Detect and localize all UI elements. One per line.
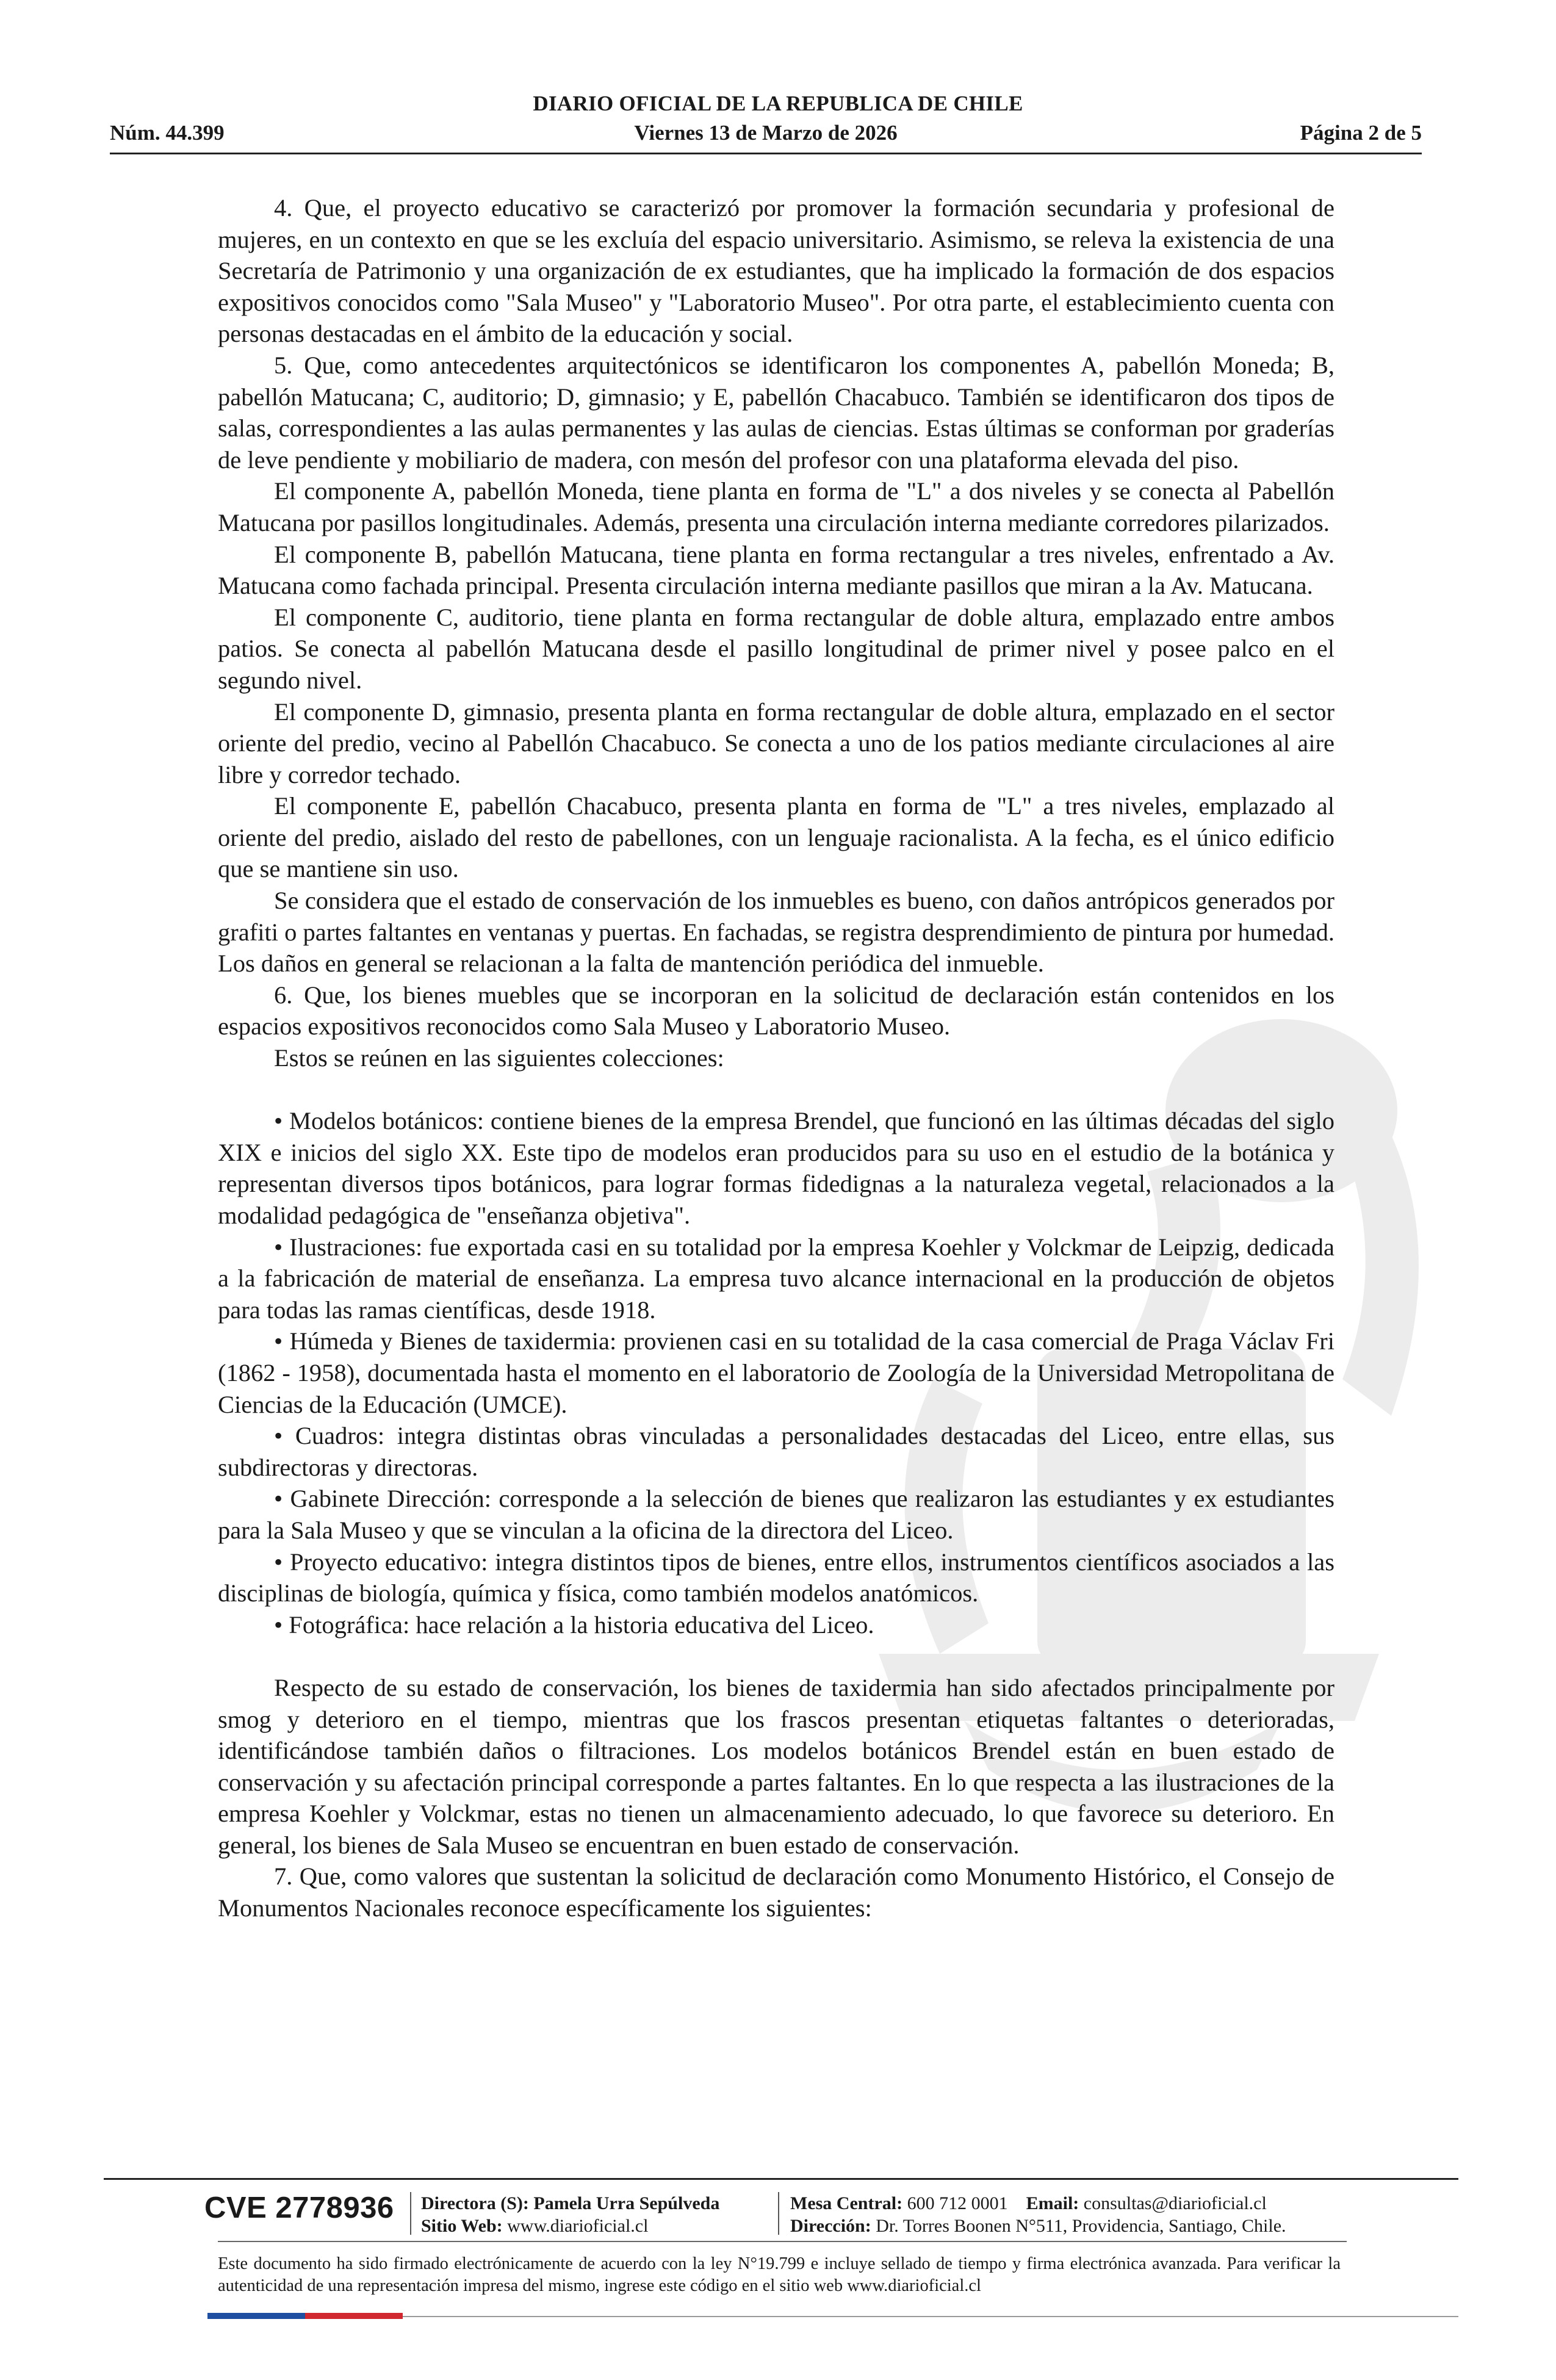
paragraph: El componente D, gimnasio, presenta planta en forma rectangular de doble altura, emplazado en el sector oriente del predio, vecino al Pabellón Chacabuco. Se conecta a uno de los patios mediante circulaciones al aire libre y corredor techado.	[218, 698, 1334, 788]
issue-date: Viernes 13 de Marzo de 2026	[634, 121, 898, 145]
collection-item: • Proyecto educativo: integra distintos tipos de bienes, entre ellos, instrumentos científicos asociados a las disciplinas de biología, química y física, como también modelos anatómicos.	[218, 1548, 1334, 1607]
email-label: Email:	[1026, 2193, 1079, 2213]
paragraph: Estos se reúnen en las siguientes colecciones:	[274, 1044, 724, 1072]
collection-item: • Húmeda y Bienes de taxidermia: provienen casi en su totalidad de la casa comercial de Praga Václav Fri (1862 - 1958), documentada hasta el momento en el laboratorio de Zoología de la Universidad Metropolitana de Ciencias de la Educación (UMCE).	[218, 1327, 1334, 1418]
blank-line	[218, 1074, 1334, 1106]
director-name: Directora (S): Pamela Urra Sepúlveda	[421, 2193, 720, 2213]
address-label: Dirección:	[790, 2216, 871, 2236]
header-divider	[110, 153, 1422, 154]
blank-line	[218, 1640, 1334, 1672]
page-indicator: Página 2 de 5	[1300, 121, 1422, 145]
phone-label: Mesa Central:	[790, 2193, 903, 2213]
collection-item: • Gabinete Dirección: corresponde a la selección de bienes que realizaron las estudiantes y ex estudiantes para la Sala Museo y que se vinculan a la oficina de la directora del Liceo.	[218, 1485, 1334, 1544]
paragraph: El componente C, auditorio, tiene planta en forma rectangular de doble altura, emplazado entre ambos patios. Se conecta al pabellón Matucana desde el pasillo longitudinal de primer nivel y posee palco en el segundo nivel.	[218, 603, 1334, 694]
phone-number: 600 712 0001	[907, 2193, 1008, 2213]
paragraph: 7. Que, como valores que sustentan la solicitud de declaración como Monumento Histórico, el Consejo de Monumentos Nacionales reconoce específicamente los siguientes:	[218, 1863, 1334, 1922]
paragraph: 6. Que, los bienes muebles que se incorporan en la solicitud de declaración están contenidos en los espacios expositivos reconocidos como Sala Museo y Laboratorio Museo.	[218, 981, 1334, 1040]
issue-number: Núm. 44.399	[110, 121, 225, 145]
flag-stripe-blue	[207, 2313, 305, 2319]
cve-code: CVE 2778936	[204, 2191, 394, 2224]
footer-separator	[410, 2192, 411, 2235]
paragraph: El componente A, pabellón Moneda, tiene planta en forma de "L" a dos niveles y se conecta al Pabellón Matucana por pasillos longitudinales. Además, presenta una circulación interna mediante corredores pilarizados.	[218, 477, 1334, 536]
paragraph: El componente E, pabellón Chacabuco, presenta planta en forma de "L" a tres niveles, emplazado al oriente del predio, aislado del resto de pabellones, con un lenguaje racionalista. A la fecha, es el único edificio que se mantiene sin uso.	[218, 792, 1334, 883]
paragraph: El componente B, pabellón Matucana, tiene planta en forma rectangular a tres niveles, enfrentado a Av. Matucana como fachada principal. Presenta circulación interna mediante pasillos que miran a la Av. Matucana.	[218, 540, 1334, 600]
footer-contact-block	[790, 2192, 1286, 2237]
collection-item: • Cuadros: integra distintas obras vinculadas a personalidades destacadas del Liceo, entre ellas, sus subdirectoras y directoras.	[218, 1422, 1334, 1481]
website-label: Sitio Web:	[421, 2216, 503, 2236]
paragraph: 5. Que, como antecedentes arquitectónicos se identificaron los componentes A, pabellón Moneda; B, pabellón Matucana; C, auditorio; D, gimnasio; y E, pabellón Chacabuco. También se identificaron dos tipos de salas, correspondientes a las aulas permanentes y las aulas de ciencias. Estas últimas se conforman por graderías de leve pendiente y mobiliario de madera, con mesón del profesor con una plataforma elevada del piso.	[218, 351, 1334, 474]
legal-notice: Este documento ha sido firmado electrónicamente de acuerdo con la ley N°19.799 e incluye sellado de tiempo y firma electrónica avanzada. Para verificar la autenticidad de una representación impresa del mismo, ingrese este código en el sitio web www.diarioficial.cl	[218, 2254, 1341, 2295]
address-text: Dr. Torres Boonen N°511, Providencia, Santiago, Chile.	[876, 2216, 1286, 2236]
document-body	[218, 192, 1334, 1924]
newspaper-title: DIARIO OFICIAL DE LA REPUBLICA DE CHILE	[533, 92, 1023, 115]
collection-item: • Ilustraciones: fue exportada casi en su totalidad por la empresa Koehler y Volckmar de Leipzig, dedicada a la fabricación de material de enseñanza. La empresa tuvo alcance internacional en la producción de objetos para todas las ramas científicas, desde 1918.	[218, 1233, 1334, 1324]
footer-separator	[778, 2192, 779, 2235]
footer-divider-secondary	[218, 2241, 1347, 2242]
website-link[interactable]: www.diarioficial.cl	[507, 2216, 649, 2236]
paragraph: 4. Que, el proyecto educativo se caracterizó por promover la formación secundaria y profesional de mujeres, en un contexto en que se les excluía del espacio universitario. Asimismo, se releva la existencia de una Secretaría de Patrimonio y una organización de ex estudiantes, que ha implicado la formación de dos espacios expositivos conocidos como "Sala Museo" y "Laboratorio Museo". Por otra parte, el establecimiento cuenta con personas destacadas en el ámbito de la educación y social.	[218, 194, 1334, 348]
email-link[interactable]: consultas@diarioficial.cl	[1083, 2193, 1267, 2213]
footer-divider	[104, 2178, 1458, 2180]
collection-item: • Fotográfica: hace relación a la historia educativa del Liceo.	[274, 1610, 874, 1639]
footer-director-block	[421, 2192, 719, 2237]
header-row	[110, 121, 1422, 149]
paragraph: Respecto de su estado de conservación, los bienes de taxidermia han sido afectados principalmente por smog y deterioro en el tiempo, mientras que los frascos presentan etiquetas faltantes o deterioradas, identificándose también daños o filtraciones. Los modelos botánicos Brendel están en buen estado de conservación y su afectación principal corresponde a partes faltantes. En lo que respecta a las ilustraciones de la empresa Koehler y Volckmar, estas no tienen un almacenamiento adecuado, lo que favorece su deterioro. En general, los bienes de Sala Museo se encuentran en buen estado de conservación.	[218, 1673, 1334, 1859]
footer-bottom-line	[403, 2316, 1458, 2317]
collection-item: • Modelos botánicos: contiene bienes de la empresa Brendel, que funcionó en las últimas décadas del siglo XIX e inicios del siglo XX. Este tipo de modelos eran producidos para su uso en el estudio de la botánica y representan diversos tipos botánicos, para lograr formas fidedignas a la naturaleza vegetal, relacionados a la modalidad pedagógica de "enseñanza objetiva".	[218, 1107, 1334, 1229]
paragraph: Se considera que el estado de conservación de los inmuebles es bueno, con daños antrópicos generados por grafiti o partes faltantes en ventanas y puertas. En fachadas, se registra desprendimiento de pintura por humedad. Los daños en general se relacionan a la falta de mantención periódica del inmueble.	[218, 887, 1334, 978]
flag-stripe-red	[305, 2313, 403, 2319]
